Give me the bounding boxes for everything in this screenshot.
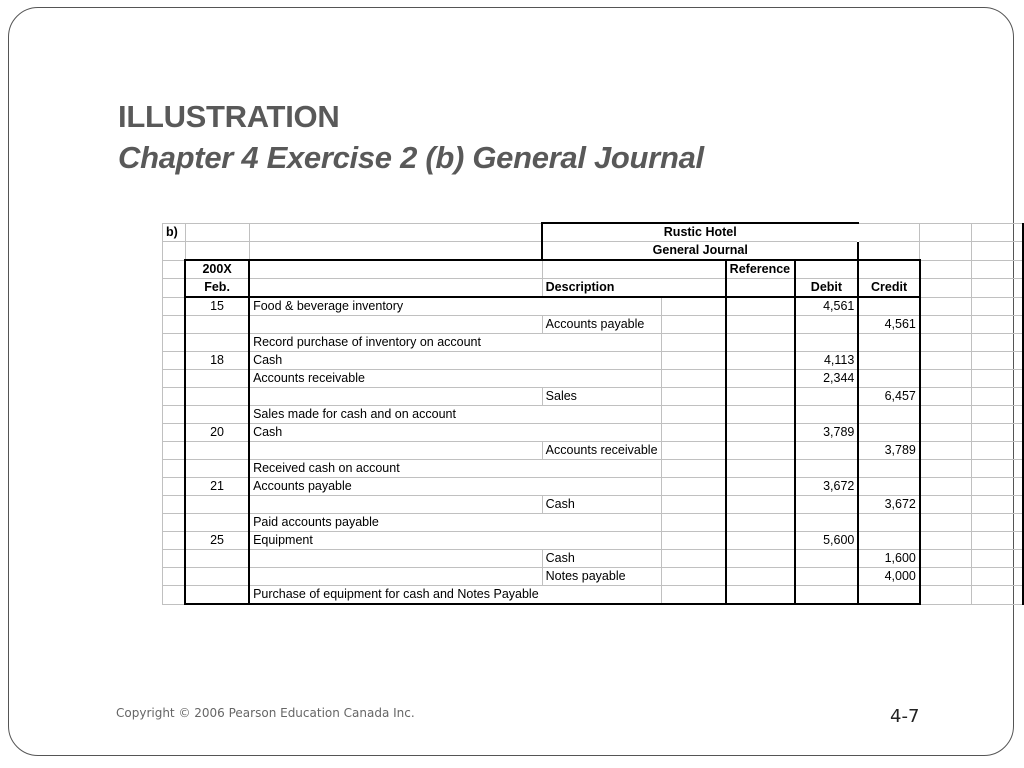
journal-debit <box>795 460 859 478</box>
journal-credit <box>858 586 920 605</box>
journal-date: 18 <box>185 352 249 370</box>
journal-row <box>163 406 1024 424</box>
journal-date <box>185 334 249 352</box>
header-row-2 <box>163 279 1024 298</box>
journal-account: Cash <box>249 352 542 370</box>
page-number: 4-7 <box>890 706 920 727</box>
journal-credit <box>858 532 920 550</box>
journal-row <box>163 334 1024 352</box>
journal-account: Paid accounts payable <box>249 514 542 532</box>
credit-header: Credit <box>858 279 920 298</box>
journal-date: 25 <box>185 532 249 550</box>
journal-date <box>185 370 249 388</box>
debit-header: Debit <box>795 279 859 298</box>
journal-credit <box>858 406 920 424</box>
journal-debit <box>795 388 859 406</box>
journal-account: Cash <box>249 424 542 442</box>
journal-reference <box>726 550 795 568</box>
journal-row <box>163 478 1024 496</box>
title-line-1: ILLUSTRATION <box>118 99 340 134</box>
journal-account: Received cash on account <box>249 460 542 478</box>
journal-debit <box>795 550 859 568</box>
journal-date <box>185 586 249 605</box>
journal-reference <box>726 586 795 605</box>
journal-debit <box>795 586 859 605</box>
journal-debit: 4,113 <box>795 352 859 370</box>
journal-credit <box>858 424 920 442</box>
journal-row <box>163 514 1024 532</box>
journal-account: Sales made for cash and on account <box>249 406 542 424</box>
month-header: Feb. <box>185 279 249 298</box>
journal-account: Food & beverage inventory <box>249 297 542 316</box>
journal-date: 15 <box>185 297 249 316</box>
journal-debit: 4,561 <box>795 297 859 316</box>
journal-debit <box>795 442 859 460</box>
journal-date <box>185 496 249 514</box>
journal-reference <box>726 514 795 532</box>
description-header: Description <box>542 279 661 298</box>
journal-row <box>163 550 1024 568</box>
slide-title <box>118 96 704 178</box>
journal-reference <box>726 424 795 442</box>
sheet-title-row <box>163 223 1024 242</box>
journal-reference <box>726 334 795 352</box>
journal-credit <box>858 460 920 478</box>
journal-reference <box>726 478 795 496</box>
journal-credit <box>858 478 920 496</box>
journal-debit: 5,600 <box>795 532 859 550</box>
journal-account-indented: Cash <box>542 550 661 568</box>
journal-row <box>163 496 1024 514</box>
journal-reference <box>726 352 795 370</box>
journal-debit <box>795 316 859 334</box>
journal-debit <box>795 514 859 532</box>
journal-reference <box>726 568 795 586</box>
journal-credit <box>858 352 920 370</box>
part-label: b) <box>163 223 186 242</box>
journal-debit <box>795 496 859 514</box>
journal-reference <box>726 370 795 388</box>
journal-credit <box>858 334 920 352</box>
journal-credit: 1,600 <box>858 550 920 568</box>
journal-date: 21 <box>185 478 249 496</box>
journal-debit: 2,344 <box>795 370 859 388</box>
journal-row <box>163 442 1024 460</box>
journal-date <box>185 568 249 586</box>
journal-credit: 4,000 <box>858 568 920 586</box>
journal-account-indented: Accounts payable <box>542 316 661 334</box>
journal-date <box>185 406 249 424</box>
title-line-2: Chapter 4 Exercise 2 (b) General Journal <box>118 140 704 175</box>
journal-row <box>163 297 1024 316</box>
journal-row <box>163 586 1024 605</box>
journal-credit: 3,672 <box>858 496 920 514</box>
journal-row <box>163 352 1024 370</box>
journal-reference <box>726 316 795 334</box>
journal-account: Accounts payable <box>249 478 542 496</box>
journal-row <box>163 388 1024 406</box>
journal-reference <box>726 388 795 406</box>
journal-account: Equipment <box>249 532 542 550</box>
journal-row <box>163 568 1024 586</box>
journal-debit <box>795 334 859 352</box>
journal-reference <box>726 460 795 478</box>
year-header: 200X <box>185 260 249 279</box>
journal-reference <box>726 532 795 550</box>
journal-row <box>163 532 1024 550</box>
journal-debit: 3,789 <box>795 424 859 442</box>
journal-account-indented: Cash <box>542 496 661 514</box>
journal-debit: 3,672 <box>795 478 859 496</box>
company-name: Rustic Hotel <box>542 223 858 242</box>
journal-credit: 3,789 <box>858 442 920 460</box>
journal-reference <box>726 297 795 316</box>
journal-account-indented: Sales <box>542 388 661 406</box>
journal-account-indented: Notes payable <box>542 568 661 586</box>
copyright-notice: Copyright © 2006 Pearson Education Canada Inc. <box>116 706 415 720</box>
journal-account-indented: Accounts receivable <box>542 442 661 460</box>
journal-credit <box>858 370 920 388</box>
journal-date <box>185 514 249 532</box>
journal-credit: 6,457 <box>858 388 920 406</box>
journal-row <box>163 316 1024 334</box>
journal-reference <box>726 496 795 514</box>
journal-reference <box>726 442 795 460</box>
reference-header: Reference <box>726 260 795 279</box>
journal-row <box>163 370 1024 388</box>
general-journal-table <box>162 222 1024 605</box>
journal-debit <box>795 568 859 586</box>
journal-date <box>185 316 249 334</box>
journal-debit <box>795 406 859 424</box>
journal-credit <box>858 514 920 532</box>
journal-date <box>185 550 249 568</box>
journal-spreadsheet <box>162 222 1024 605</box>
journal-credit <box>858 297 920 316</box>
journal-credit: 4,561 <box>858 316 920 334</box>
journal-row <box>163 460 1024 478</box>
journal-account: Purchase of equipment for cash and Notes Payable <box>249 586 542 605</box>
sheet-subtitle-row <box>163 242 1024 261</box>
journal-date <box>185 442 249 460</box>
journal-account: Accounts receivable <box>249 370 542 388</box>
journal-date <box>185 460 249 478</box>
journal-reference <box>726 406 795 424</box>
journal-account: Record purchase of inventory on account <box>249 334 542 352</box>
journal-title: General Journal <box>542 242 858 261</box>
journal-date <box>185 388 249 406</box>
journal-row <box>163 424 1024 442</box>
journal-date: 20 <box>185 424 249 442</box>
header-row-1 <box>163 260 1024 279</box>
